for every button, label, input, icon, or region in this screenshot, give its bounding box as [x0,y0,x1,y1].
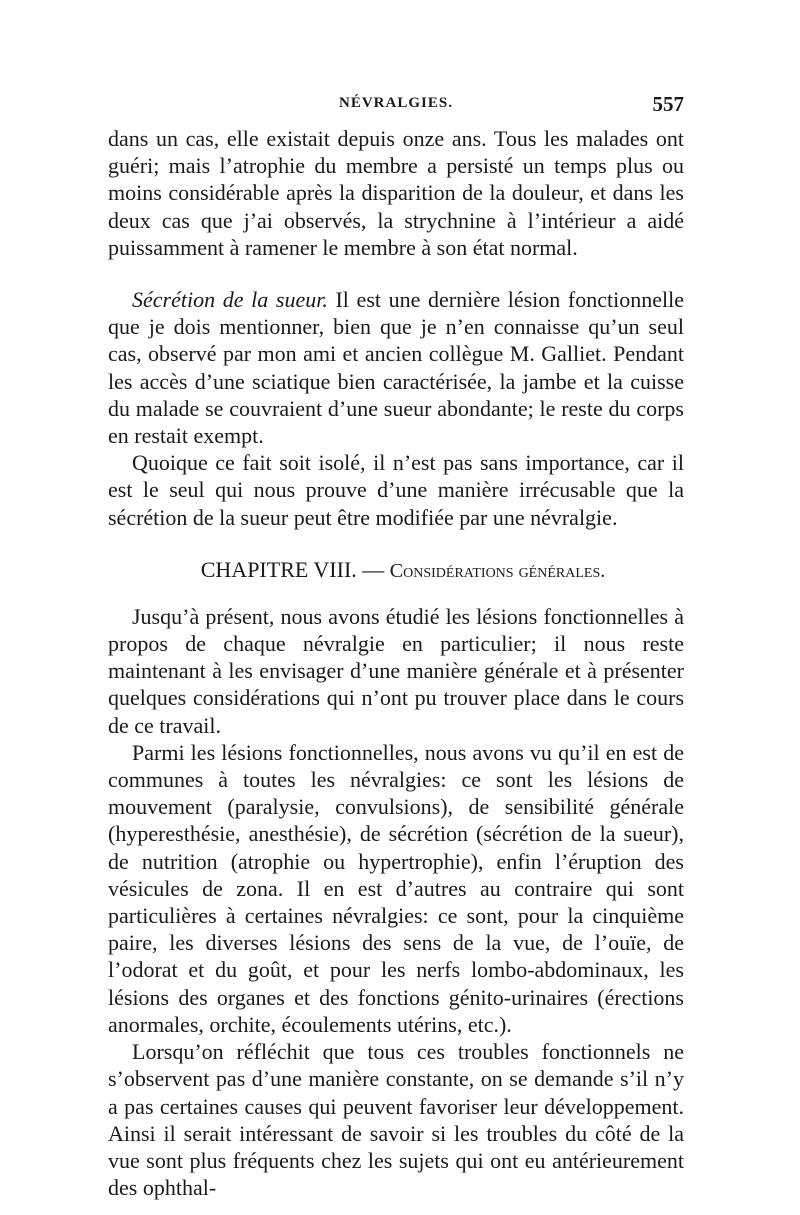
section-title-secretion: Sécrétion de la sueur. [132,287,328,313]
chapter-label: CHAPITRE VIII. — [200,556,385,582]
chapter-title: Considérations générales. [389,559,606,582]
chapter-paragraph: Parmi les lésions fonctionnelles, nous avons vu qu’il en est de communes à toutes les névralgies: ce sont les lésions de mouvement (paralysie, convulsions), de sensibilité générale (hyperesthésie, anesthésie), de sécrétion (sécrétion de la sueur), de nutrition (atrophie ou hypertrophie), enfin l’éruption des vésicules de zona. Il en est d’autres au contraire qui sont particulières à certaines névralgies: ce sont, pour la cinquième paire, les diverses lésions des sens de la vue, de l’ouïe, de l’odorat et du goût, et pour les nerfs lombo-abdominaux, les lésions des organes et des fonctions génito-urinaires (érections anormales, orchite, écoulements utérins, etc.). [108,739,684,1037]
page-number: 557 [652,92,684,116]
running-head [108,92,684,125]
chapter-paragraph: Lorsqu’on réfléchit que tous ces troubles fonctionnels ne s’observent pas d’une manière constante, on se demande s’il n’y a pas certaines causes qui peuvent favoriser leur développement. Ainsi il serait intéressant de savoir si les troubles du côté de la vue sont plus fréquents chez les sujets qui ont eu antérieurement des ophthal- [108,1039,684,1201]
running-title: NÉVRALGIES. [339,95,453,111]
book-page [108,92,684,1201]
paragraph-continuation: dans un cas, elle existait depuis onze ans. Tous les malades ont guéri; mais l’atrophie du membre a persisté un temps plus ou moins considérable après la disparition de la douleur, et dans les deux cas que j’ai observés, la strychnine à l’intérieur a aidé puissamment à ramener le membre à son état normal. [108,126,684,260]
paragraph-secretion-followup: Quoique ce fait soit isolé, il n’est pas sans importance, car il est le seul qui nous prouve d’une manière irrécusable que la sécrétion de la sueur peut être modifiée par une névralgie. [108,450,684,530]
section-body-secretion: Il est une dernière lésion fonctionnelle que je dois mentionner, bien que je n’en connaisse qu’un seul cas, observé par mon ami et ancien collègue M. Galliet. Pendant les accès d’une sciatique bien caractérisée, la jambe et la cuisse du malade se couvraient d’une sueur abondante; le reste du corps en restait exempt. [108,287,684,449]
paragraph-secretion [108,286,684,449]
chapter-paragraph: Jusqu’à présent, nous avons étudié les lésions fonctionnelles à propos de chaque névralgie en particulier; il nous reste maintenant à les envisager d’une manière générale et à présenter quelques considérations qui n’ont pu trouver place dans le cours de ce travail. [108,603,684,738]
chapter-heading [108,556,684,585]
